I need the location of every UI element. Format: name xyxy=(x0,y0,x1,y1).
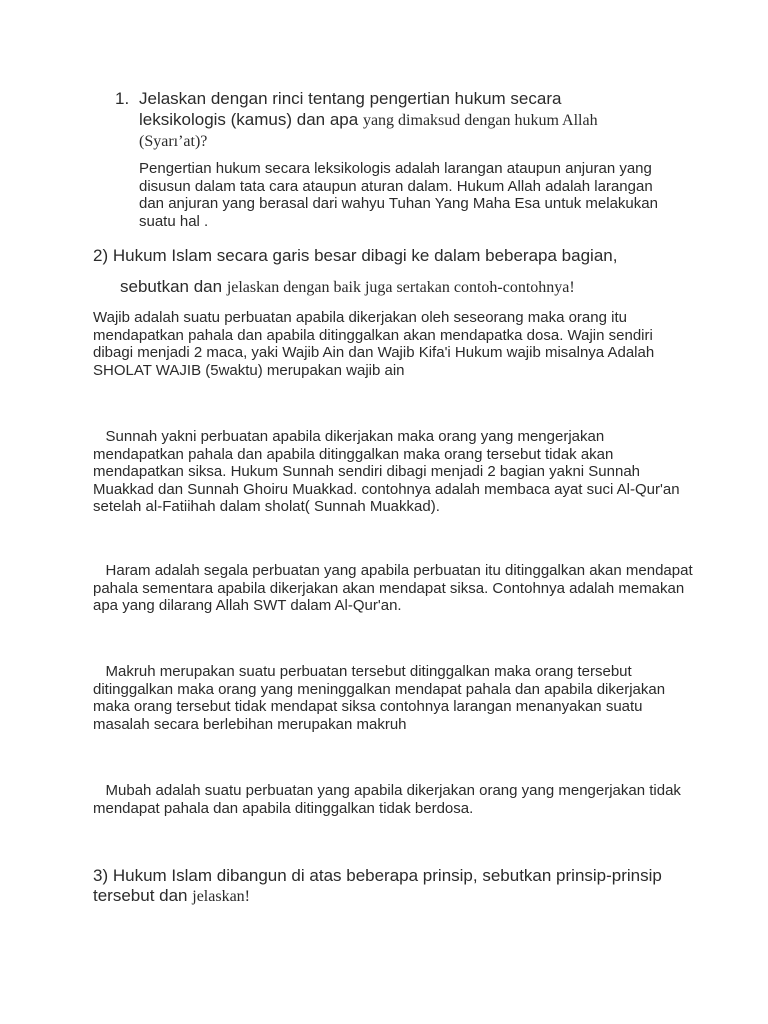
question-1 xyxy=(115,88,675,152)
paragraph-haram: Haram adalah segala perbuatan yang apabila perbuatan itu ditinggalkan akan mendapat pahala sementara apabila dikerjakan akan mendapat siksa. Contohnya adalah memakan apa yang dilarang Allah SWT dalam Al-Qur'an. xyxy=(93,562,697,614)
question-2-line-2-serif: jelaskan dengan baik juga sertakan contoh-contohnya! xyxy=(226,279,575,296)
question-1-line-2-serif: yang dimaksud dengan hukum Allah xyxy=(362,112,598,129)
paragraph-sunnah: Sunnah yakni perbuatan apabila dikerjakan maka orang yang mengerjakan mendapatkan pahala dan apabila ditinggalkan maka orang tersebut tidak akan mendapatkan siksa. Hukum Sunnah sendiri dibagi menjadi 2 bagian yakni Sunnah Muakkad dan Sunnah Ghoiru Muakkad. contohnya adalah membaca ayat suci Al-Qur'an setelah al-Fatiihah dalam sholat( Sunnah Muakkad). xyxy=(93,428,684,515)
question-2-line-1: 2) Hukum Islam secara garis besar dibagi ke dalam beberapa bagian, xyxy=(93,246,618,265)
question-1-line-1: Jelaskan dengan rinci tentang pengertian hukum secara xyxy=(139,89,562,108)
paragraph-wajib: Wajib adalah suatu perbuatan apabila dikerjakan oleh seseorang maka orang itu mendapatkan pahala dan apabila ditinggalkan akan mendapatka dosa. Wajin sendiri dibagi menjadi 2 maca, yaki Wajib Ain dan Wajib Kifa'i Hukum wajib misalnya Adalah SHOLAT WAJIB (5waktu) merupakan wajib ain xyxy=(93,309,659,379)
question-2-line-2-sans: sebutkan dan xyxy=(120,277,227,296)
question-1-number: 1. xyxy=(115,89,130,108)
question-1-line-3: (Syarı’at)? xyxy=(139,133,208,150)
question-1-line-2-sans: leksikologis (kamus) dan apa xyxy=(139,110,363,129)
question-3-sans: 3) Hukum Islam dibangun di atas beberapa prinsip, sebutkan prinsip-prinsip tersebut dan xyxy=(93,866,662,905)
question-1-line-2 xyxy=(139,109,675,131)
question-1-answer: Pengertian hukum secara leksikologis adalah larangan ataupun anjuran yang disusun dalam tata cara ataupun aturan dalam. Hukum Allah adalah larangan dan anjuran yang berasal dari wahyu Tuhan Yang Maha Esa untuk melakukan suatu hal . xyxy=(139,160,658,230)
question-3-serif: jelaskan! xyxy=(192,888,250,905)
paragraph-makruh: Makruh merupakan suatu perbuatan tersebut ditinggalkan maka orang tersebut ditinggalkan maka orang yang meninggalkan mendapat pahala dan apabila dikerjakan maka orang tersebut tidak mendapat siksa contohnya larangan menanyakan suatu masalah secara berlebihan merupakan makruh xyxy=(93,663,670,733)
question-2 xyxy=(93,245,693,298)
question-1-text xyxy=(139,88,675,152)
question-3 xyxy=(93,866,693,907)
question-2-line-2 xyxy=(93,276,693,298)
paragraph-mubah: Mubah adalah suatu perbuatan yang apabila dikerjakan orang yang mengerjakan tidak mendapat pahala dan apabila ditinggalkan tidak berdosa. xyxy=(93,782,686,817)
